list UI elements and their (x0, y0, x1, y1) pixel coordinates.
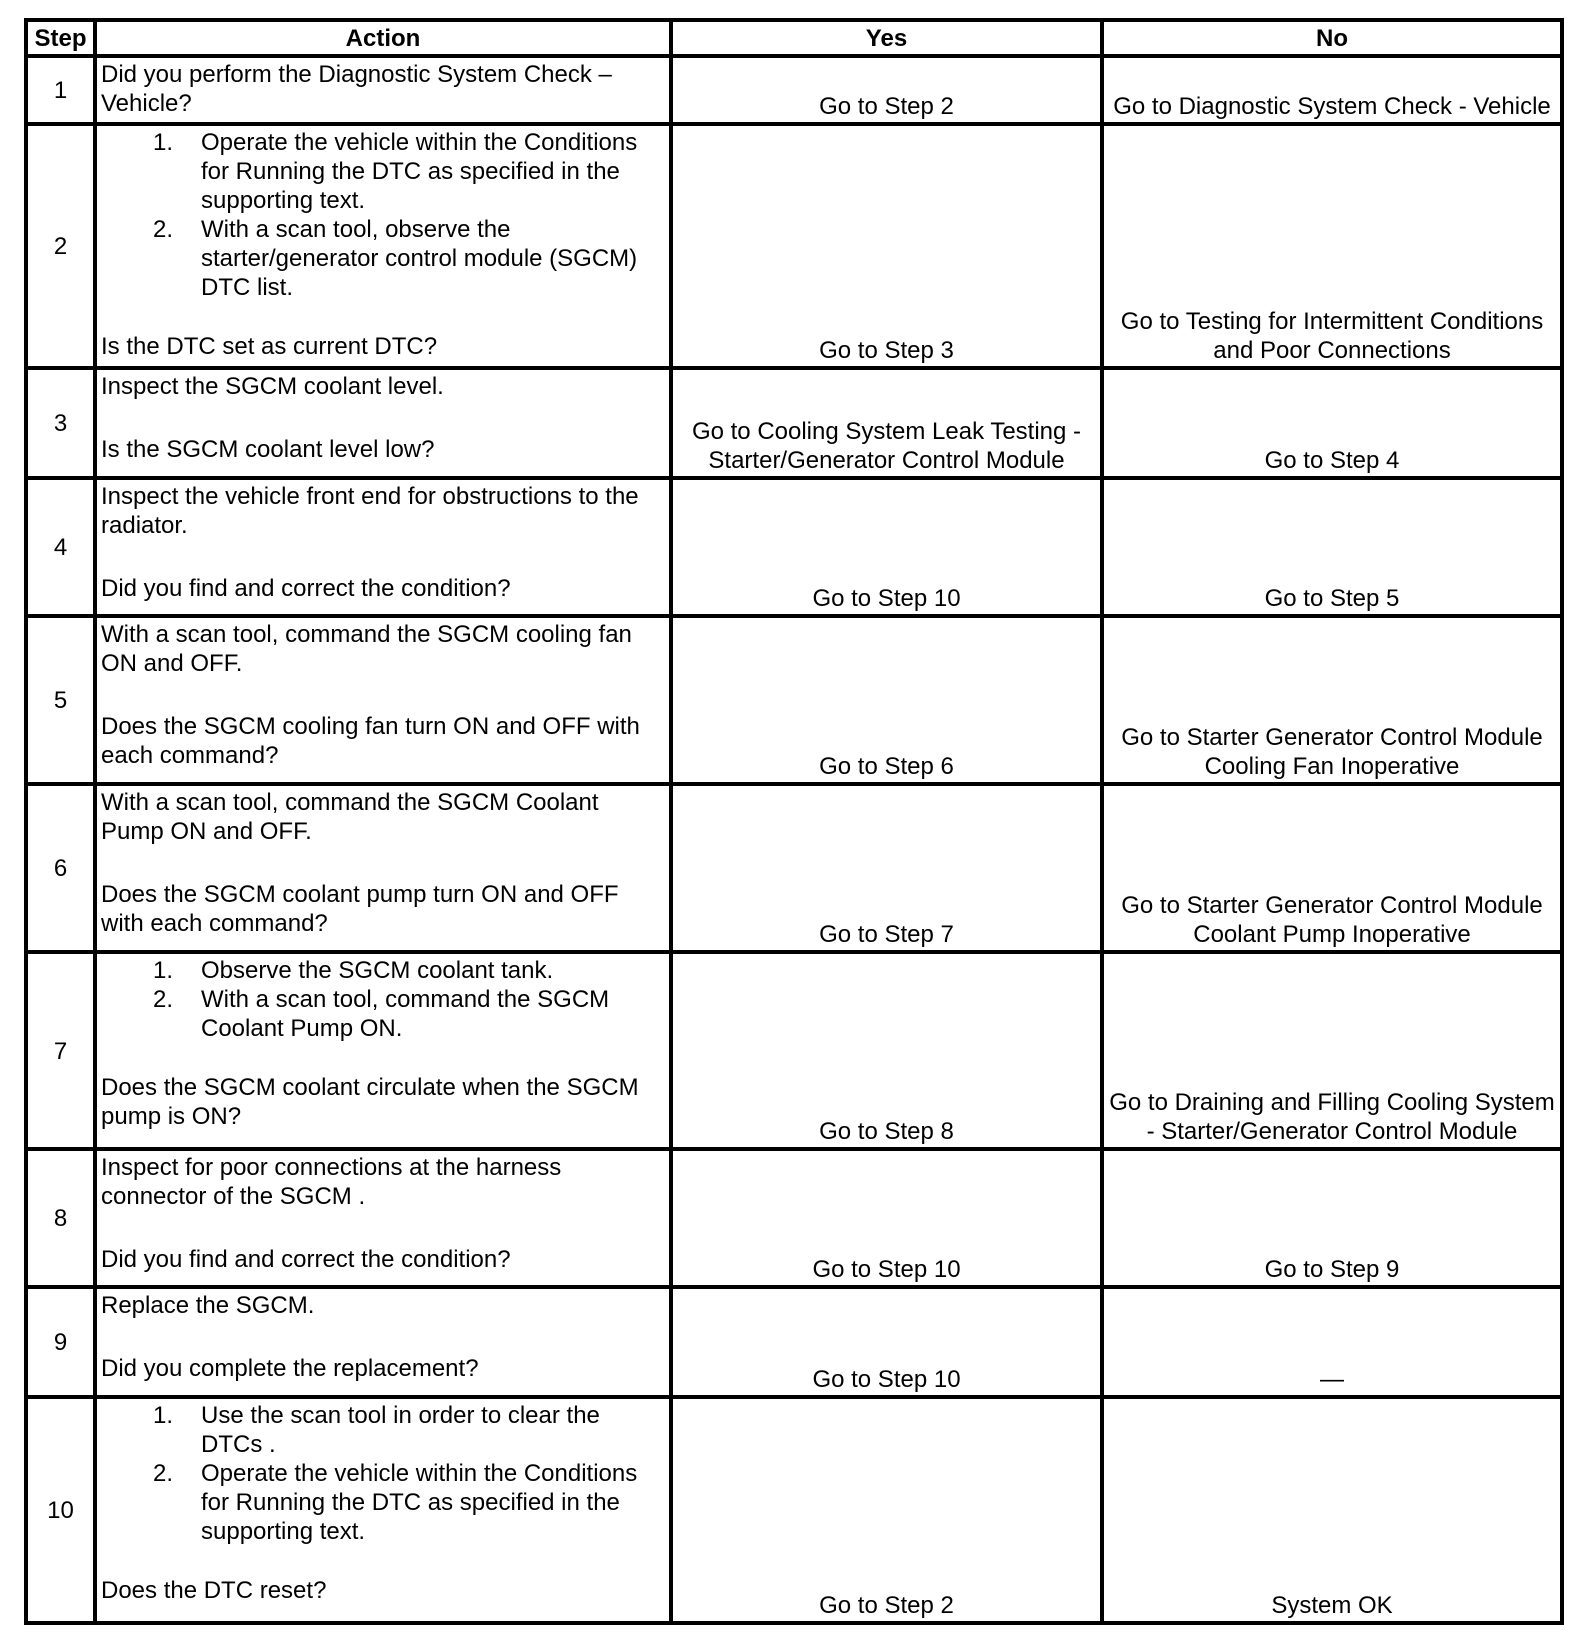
table-row (26, 1397, 1562, 1623)
step-number: 10 (26, 1397, 95, 1623)
action-cell (95, 1287, 671, 1397)
action-text: Replace the SGCM. (101, 1292, 315, 1319)
action-list (101, 1401, 665, 1546)
action-question: Does the SGCM coolant circulate when the SGCM pump is ON? (101, 1074, 639, 1130)
action-cell (95, 56, 671, 124)
no-cell: Go to Step 5 (1102, 478, 1562, 616)
diagnostic-table (24, 18, 1564, 1625)
action-question: Is the SGCM coolant level low? (101, 436, 435, 463)
table-row (26, 56, 1562, 124)
no-cell: Go to Starter Generator Control Module Coolant Pump Inoperative (1102, 784, 1562, 952)
table-row (26, 124, 1562, 368)
yes-cell: Go to Step 10 (671, 478, 1102, 616)
no-cell: Go to Step 9 (1102, 1149, 1562, 1287)
step-number: 1 (26, 56, 95, 124)
action-text: Inspect the vehicle front end for obstructions to the radiator. (101, 483, 639, 539)
no-cell: Go to Step 4 (1102, 368, 1562, 478)
table-row (26, 952, 1562, 1149)
yes-cell: Go to Step 8 (671, 952, 1102, 1149)
list-item: 1. Operate the vehicle within the Conditions for Running the DTC as specified in the supporting text. (152, 129, 638, 214)
action-question: Does the SGCM coolant pump turn ON and OFF with each command? (101, 881, 619, 937)
yes-cell: Go to Cooling System Leak Testing - Starter/Generator Control Module (671, 368, 1102, 478)
step-number: 2 (26, 124, 95, 368)
step-number: 3 (26, 368, 95, 478)
step-number: 7 (26, 952, 95, 1149)
action-list (101, 956, 665, 1043)
yes-cell: Go to Step 2 (671, 56, 1102, 124)
table-row (26, 1287, 1562, 1397)
action-list (101, 128, 665, 302)
action-question: Did you find and correct the condition? (101, 575, 511, 602)
action-text: With a scan tool, command the SGCM cooling fan ON and OFF. (101, 621, 632, 677)
action-cell (95, 368, 671, 478)
action-question: Did you complete the replacement? (101, 1355, 479, 1382)
action-text: Inspect for poor connections at the harness connector of the SGCM . (101, 1154, 562, 1210)
no-cell: — (1102, 1287, 1562, 1397)
yes-cell: Go to Step 10 (671, 1149, 1102, 1287)
yes-cell: Go to Step 6 (671, 616, 1102, 784)
table-row (26, 784, 1562, 952)
header-row (26, 20, 1562, 56)
header-step: Step (26, 20, 95, 56)
step-number: 5 (26, 616, 95, 784)
list-item: 1. Observe the SGCM coolant tank. (152, 957, 554, 984)
list-item: 2. Operate the vehicle within the Conditions for Running the DTC as specified in the supporting text. (152, 1460, 638, 1545)
list-item: 2. With a scan tool, observe the starter/generator control module (SGCM) DTC list. (152, 216, 638, 301)
yes-cell: Go to Step 7 (671, 784, 1102, 952)
action-text: Did you perform the Diagnostic System Check – Vehicle? (101, 61, 612, 117)
action-question: Does the DTC reset? (101, 1577, 327, 1604)
action-cell (95, 1397, 671, 1623)
action-question: Is the DTC set as current DTC? (101, 333, 438, 360)
header-yes: Yes (671, 20, 1102, 56)
action-cell (95, 478, 671, 616)
yes-cell: Go to Step 3 (671, 124, 1102, 368)
step-number: 4 (26, 478, 95, 616)
action-cell (95, 1149, 671, 1287)
action-question: Did you find and correct the condition? (101, 1246, 511, 1273)
action-cell (95, 616, 671, 784)
header-no: No (1102, 20, 1562, 56)
action-cell (95, 124, 671, 368)
action-text: With a scan tool, command the SGCM Coolant Pump ON and OFF. (101, 789, 599, 845)
table-row (26, 1149, 1562, 1287)
action-question: Does the SGCM cooling fan turn ON and OFF with each command? (101, 713, 640, 769)
yes-cell: Go to Step 10 (671, 1287, 1102, 1397)
no-cell: Go to Starter Generator Control Module Cooling Fan Inoperative (1102, 616, 1562, 784)
header-action: Action (95, 20, 671, 56)
no-cell: Go to Testing for Intermittent Conditions and Poor Connections (1102, 124, 1562, 368)
no-cell: Go to Draining and Filling Cooling System - Starter/Generator Control Module (1102, 952, 1562, 1149)
action-cell (95, 952, 671, 1149)
no-cell: Go to Diagnostic System Check - Vehicle (1102, 56, 1562, 124)
list-item: 2. With a scan tool, command the SGCM Coolant Pump ON. (152, 986, 610, 1042)
table-row (26, 616, 1562, 784)
action-text: Inspect the SGCM coolant level. (101, 373, 444, 400)
table-row (26, 368, 1562, 478)
list-item: 1. Use the scan tool in order to clear the DTCs . (152, 1402, 600, 1458)
table-row (26, 478, 1562, 616)
step-number: 8 (26, 1149, 95, 1287)
yes-cell: Go to Step 2 (671, 1397, 1102, 1623)
step-number: 9 (26, 1287, 95, 1397)
no-cell: System OK (1102, 1397, 1562, 1623)
step-number: 6 (26, 784, 95, 952)
action-cell (95, 784, 671, 952)
